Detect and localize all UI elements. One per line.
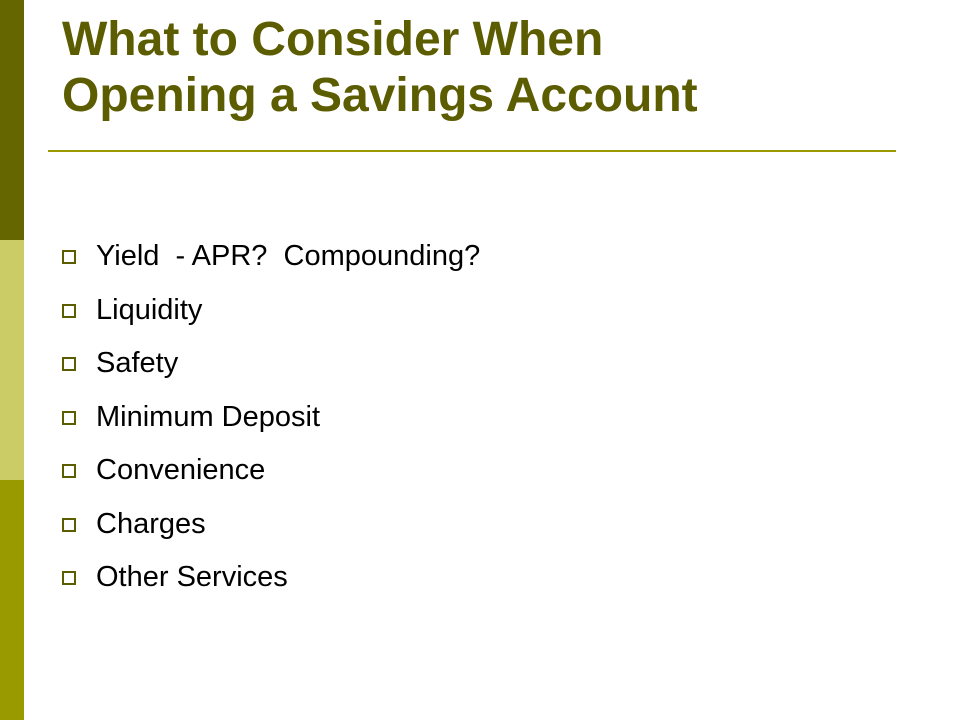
slide-title bbox=[62, 12, 922, 124]
sidebar-bottom-band bbox=[0, 480, 24, 720]
hollow-square-icon bbox=[62, 357, 76, 371]
bullet-text: Other Services bbox=[96, 561, 288, 593]
slide-title-line-2: Opening a Savings Account bbox=[62, 69, 698, 122]
slide-title-line-1: What to Consider When bbox=[62, 13, 604, 66]
hollow-square-icon bbox=[62, 411, 76, 425]
bullet-text: Minimum Deposit bbox=[96, 400, 320, 433]
sidebar-middle-band bbox=[0, 240, 24, 480]
hollow-square-icon bbox=[62, 571, 76, 585]
bullet-item-other-services bbox=[62, 557, 480, 611]
bullet-item-minimum-deposit bbox=[62, 397, 480, 451]
hollow-square-icon bbox=[62, 464, 76, 478]
hollow-square-icon bbox=[62, 304, 76, 318]
bullet-item-liquidity bbox=[62, 290, 480, 344]
hollow-square-icon bbox=[62, 518, 76, 532]
title-underline-rule bbox=[48, 150, 896, 152]
bullet-text: Charges bbox=[96, 507, 206, 540]
bullet-item-charges bbox=[62, 504, 480, 558]
bullet-item-convenience bbox=[62, 450, 480, 504]
bullet-item-safety bbox=[62, 343, 480, 397]
bullet-item-yield bbox=[62, 236, 480, 290]
bullet-text: Yield - APR? Compounding? bbox=[96, 240, 481, 272]
sidebar-top-band bbox=[0, 0, 24, 240]
bullet-list bbox=[62, 236, 480, 611]
bullet-text: Convenience bbox=[96, 454, 266, 486]
bullet-text: Safety bbox=[96, 347, 179, 379]
bullet-text: Liquidity bbox=[96, 293, 203, 326]
hollow-square-icon bbox=[62, 250, 76, 264]
